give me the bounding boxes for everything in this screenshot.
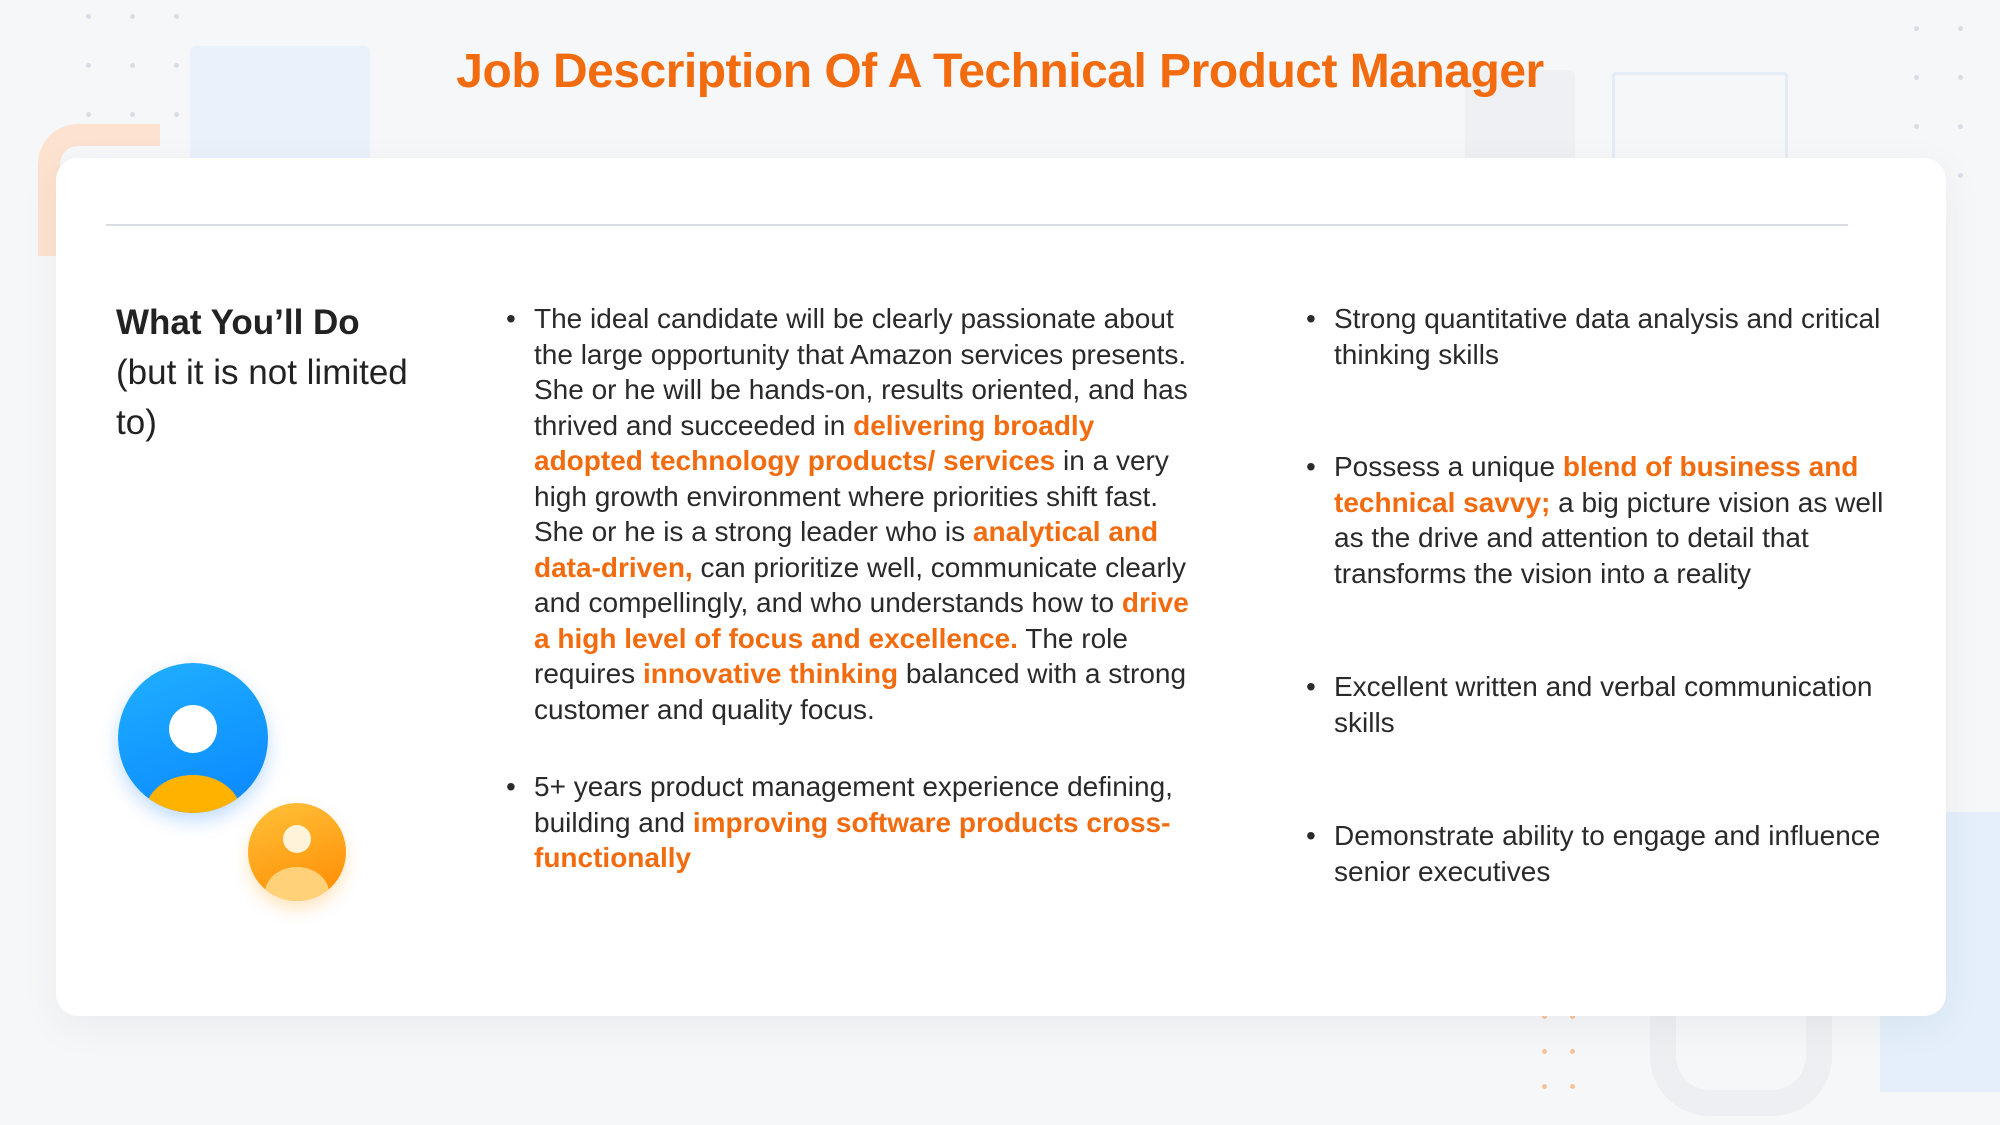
bullet-item	[1306, 301, 1916, 372]
highlighted-text: analytical and data-driven,	[534, 516, 1159, 583]
page-title: Job Description Of A Technical Product Manager	[456, 45, 1544, 98]
user-avatar-small-icon	[248, 803, 346, 901]
user-avatar-icon	[118, 663, 268, 813]
highlighted-text: drive a high level of focus and excellence.	[534, 587, 1189, 654]
middle-bullet-list	[506, 301, 1206, 876]
bullet-text: balanced with a strong customer and quality focus.	[534, 658, 1187, 725]
bullet-text: Strong quantitative data analysis and critical thinking skills	[1334, 303, 1881, 370]
highlighted-text: innovative thinking	[642, 658, 899, 689]
right-bullet-list	[1306, 301, 1916, 889]
bullet-item	[506, 301, 1206, 727]
bullet-text: Excellent written and verbal communication skills	[1334, 671, 1873, 738]
section-heading	[116, 298, 416, 448]
bullet-item	[506, 769, 1206, 876]
bullet-text: can prioritize well, communicate clearly and compellingly, and who understands how to	[534, 551, 1186, 618]
section-heading-subtext: (but it is not limited to)	[116, 353, 408, 442]
bullet-text: 5+ years product management experience defining, building and	[534, 771, 1173, 838]
bullet-text: Demonstrate ability to engage and influence senior executives	[1334, 820, 1881, 887]
section-heading-bold: What You’ll Do	[116, 303, 360, 342]
bullet-text: in a very high growth environment where priorities shift fast. She or he is a strong leader who is	[534, 445, 1169, 547]
middle-column	[506, 301, 1206, 876]
bullet-text: a big picture vision as well as the drive and attention to detail that transforms the vision into a reality	[1334, 486, 1884, 589]
bullet-item	[1306, 449, 1916, 591]
bullet-text: Possess a unique	[1334, 451, 1563, 482]
bullet-item	[1306, 818, 1916, 889]
right-column	[1306, 301, 1916, 889]
bullet-text: The ideal candidate will be clearly passionate about the large opportunity that Amazon services presents. She or he will be hands-on, results oriented, and has thrived and succeeded in	[534, 303, 1188, 441]
highlighted-text: blend of business and technical savvy;	[1334, 451, 1859, 518]
bullet-item	[1306, 669, 1916, 740]
content-card	[56, 158, 1946, 1016]
divider	[106, 224, 1848, 226]
bg-decor-grey-arc	[1650, 1000, 1832, 1116]
highlighted-text: improving software products cross-functionally	[534, 806, 1171, 873]
highlighted-text: delivering broadly adopted technology products/ services	[534, 409, 1095, 476]
bg-dots-bottom	[1542, 1014, 1576, 1089]
bullet-text: The role requires	[534, 622, 1128, 689]
